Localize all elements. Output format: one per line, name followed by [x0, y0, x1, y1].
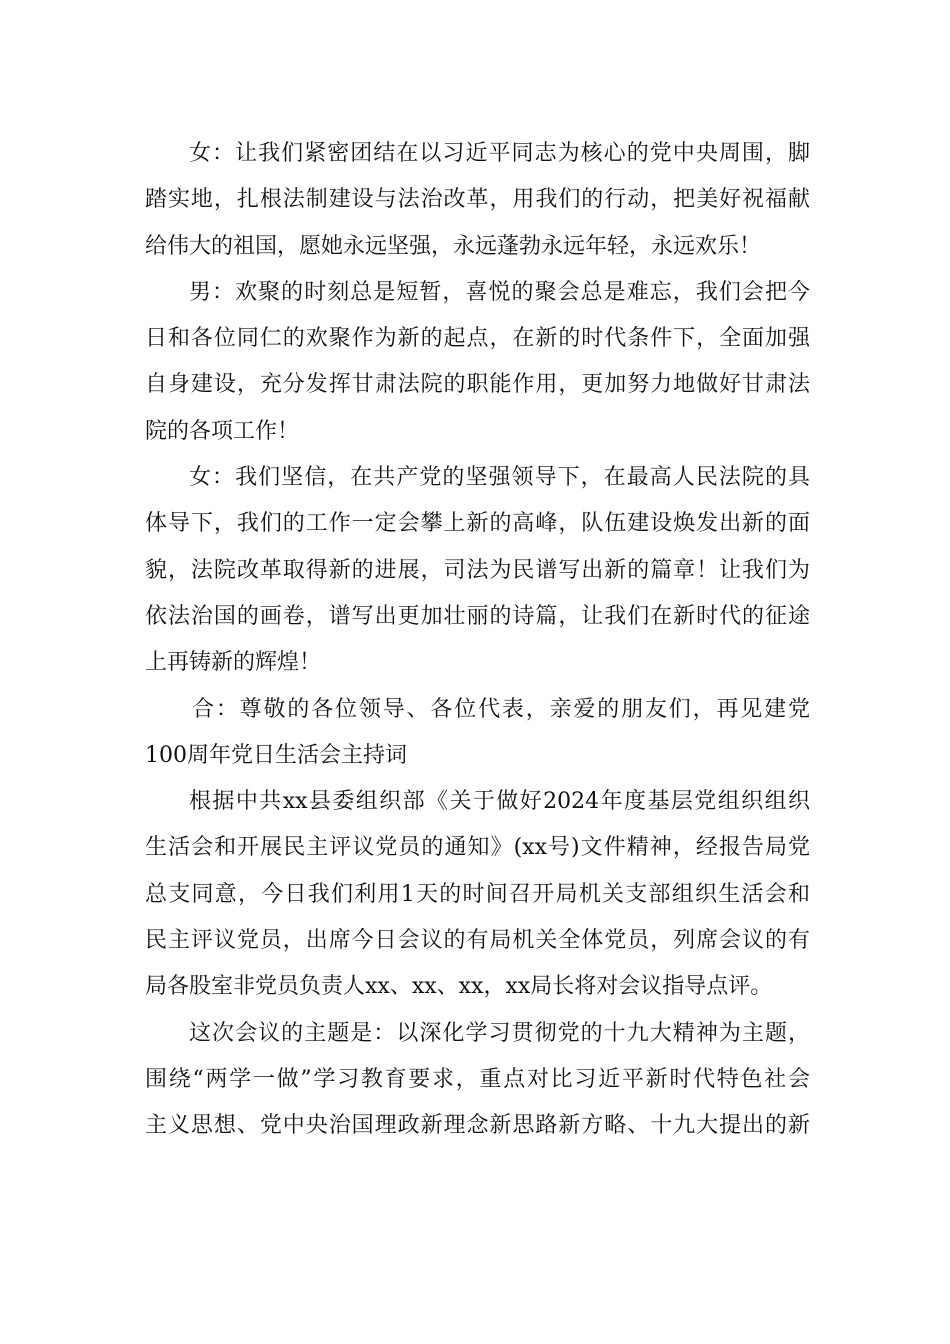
paragraph-line: 上再铸新的辉煌！	[145, 650, 322, 676]
paragraph-line: 100周年党日生活会主持词	[145, 742, 407, 768]
document-body	[145, 131, 810, 1150]
paragraph-line: 围绕“两学一做”学习教育要求，重点对比习近平新时代特色社会	[145, 1066, 810, 1092]
paragraph-line: 院的各项工作！	[145, 418, 300, 444]
paragraph-line: 主义思想、党中央治国理政新理念新思路新方略、十九大提出的新	[145, 1113, 810, 1139]
paragraph-line: 民主评议党员，出席今日会议的有局机关全体党员，列席会议的有	[145, 928, 810, 954]
paragraph-line: 依法治国的画卷，谱写出更加壮丽的诗篇，让我们在新时代的征途	[145, 603, 810, 629]
paragraph-line: 自身建设，充分发挥甘肃法院的职能作用，更加努力地做好甘肃法	[145, 372, 810, 398]
paragraph-line: 生活会和开展民主评议党员的通知》(xx号)文件精神，经报告局党	[145, 835, 810, 861]
paragraph-line: 女：让我们紧密团结在以习近平同志为核心的党中央周围，脚	[189, 141, 810, 166]
paragraph-line: 日和各位同仁的欢聚作为新的起点，在新的时代条件下，全面加强	[145, 326, 810, 352]
paragraph-line: 总支同意，今日我们利用1天的时间召开局机关支部组织生活会和	[145, 881, 810, 907]
paragraph-line: 局各股室非党员负责人xx、xx、xx，xx局长将对会议指导点评。	[145, 974, 773, 1000]
paragraph-line: 貌，法院改革取得新的进展，司法为民谱写出新的篇章！让我们为	[145, 557, 810, 583]
paragraph-line: 踏实地，扎根法制建设与法治改革，用我们的行动，把美好祝福献	[145, 187, 810, 213]
paragraph-line: 男：欢聚的时刻总是短暂，喜悦的聚会总是难忘，我们会把今	[189, 279, 810, 305]
paragraph-line: 合：尊敬的各位领导、各位代表，亲爱的朋友们，再见建党	[192, 696, 810, 722]
paragraph-line: 给伟大的祖国，愿她永远坚强，永远蓬勃永远年轻，永远欢乐！	[145, 233, 762, 259]
paragraph-line: 体导下，我们的工作一定会攀上新的高峰，队伍建设焕发出新的面	[145, 511, 810, 537]
paragraph-line: 根据中共xx县委组织部《关于做好2024年度基层党组织组织	[189, 789, 810, 815]
paragraph-line: 这次会议的主题是：以深化学习贯彻党的十九大精神为主题，	[189, 1020, 810, 1046]
paragraph-line: 女：我们坚信，在共产党的坚强领导下，在最高人民法院的具	[189, 465, 810, 491]
